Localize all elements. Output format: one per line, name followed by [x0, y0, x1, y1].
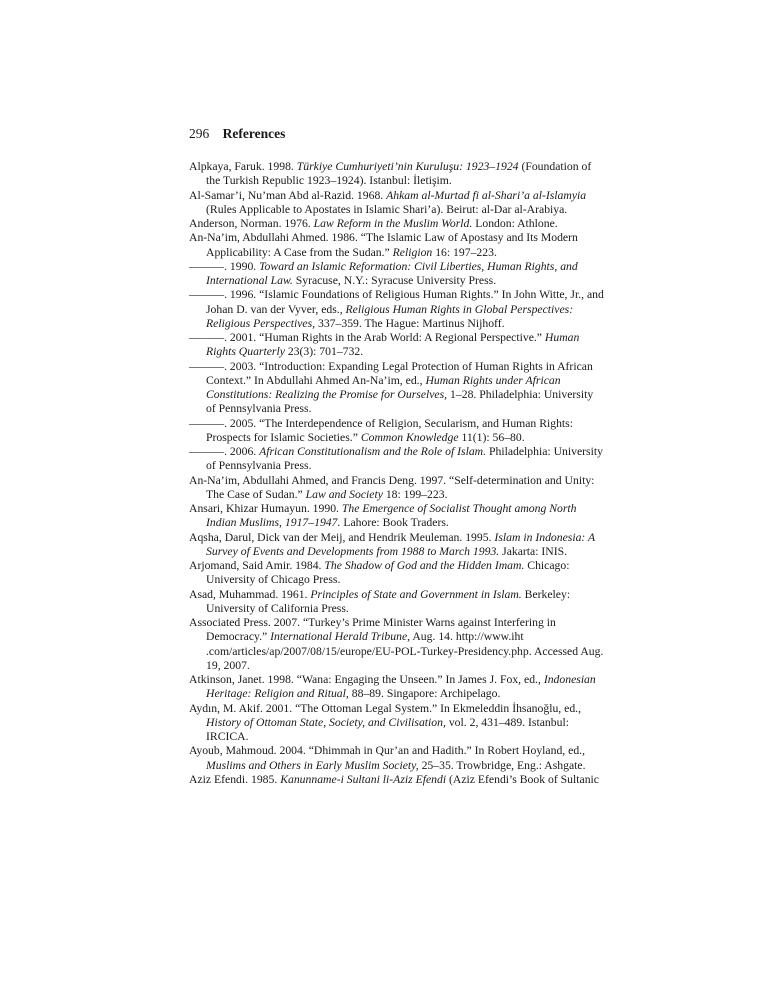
reference-text: Arjomand, Said Amir. 1984. — [189, 559, 325, 572]
reference-text: vol. 2, 431–489. Istanbul: IRCICA. — [206, 715, 569, 743]
reference-entry — [189, 189, 604, 218]
reference-title: Islam in Indonesia: A Survey of Events and Developments from 1988 to March 1993. — [206, 530, 595, 558]
reference-entry — [189, 288, 604, 331]
reference-text: Associated Press. 2007. “Turkey’s Prime Minister Warns against Interfering in Democracy.” — [189, 616, 556, 644]
running-header — [189, 126, 285, 142]
reference-text: 88–89. Singapore: Archipelago. — [348, 687, 501, 701]
reference-text: Berkeley: University of California Press. — [206, 587, 571, 615]
reference-text: ———. 1990. — [189, 259, 260, 273]
reference-entry — [189, 559, 604, 588]
page-number: 296 — [189, 126, 210, 141]
reference-text: Aqsha, Darul, Dick van der Meij, and Hendrik Meuleman. 1995. — [189, 530, 495, 544]
reference-text: An-Na’im, Abdullahi Ahmed. 1986. “The Islamic Law of Apostasy and Its Modern Applicability: A Case from the Sudan.” — [189, 231, 578, 259]
reference-text: 337–359. The Hague: Martinus Nijhoff. — [315, 316, 505, 330]
reference-entry — [189, 231, 604, 260]
reference-title: Türkiye Cumhuriyeti’nin Kuruluşu: 1923–1924 — [296, 160, 519, 173]
reference-text: 18: 199–223. — [382, 487, 448, 501]
reference-title: Kanunname-i Sultani li-Aziz Efendi — [280, 772, 447, 786]
reference-text: 16: 197–223. — [432, 245, 497, 259]
reference-text: Ansari, Khizar Humayun. 1990. — [189, 502, 342, 515]
reference-title: Human Rights Quarterly — [206, 331, 580, 359]
reference-title: The Emergence of Socialist Thought among North Indian Muslims, 1917–1947. — [206, 502, 577, 530]
reference-entry — [189, 531, 604, 560]
reference-text: Atkinson, Janet. 1998. “Wana: Engaging the Unseen.” In James J. Fox, ed., — [189, 673, 544, 686]
reference-title: International Herald Tribune, — [270, 630, 411, 644]
reference-text: Anderson, Norman. 1976. — [189, 217, 314, 230]
reference-entry — [189, 217, 604, 231]
reference-entry — [189, 417, 604, 446]
reference-title: Law and Society — [305, 487, 383, 501]
reference-title: Principles of State and Government in Islam. — [310, 587, 522, 601]
reference-title: Indonesian Heritage: Religion and Ritual, — [206, 673, 596, 701]
reference-text: Syracuse, N.Y.: Syracuse University Press. — [292, 274, 497, 287]
reference-title: Muslims and Others in Early Muslim Society, — [206, 758, 419, 772]
reference-text: Aug. 14. http://www.iht .com/articles/ap/2007/08/15/europe/EU-POL-Turkey-Presidency.php. Accessed Aug. 19, 2007. — [206, 630, 604, 672]
reference-title: African Constitutionalism and the Role of Islam. — [259, 445, 487, 458]
reference-entry — [189, 616, 604, 673]
reference-text: (Foundation of the Turkish Republic 1923–1924). Istanbul: İletişim. — [206, 160, 592, 188]
reference-title: Religion — [392, 245, 433, 259]
reference-text: 11(1): 56–80. — [458, 430, 525, 444]
reference-text: Asad, Muhammad. 1961. — [189, 587, 311, 601]
reference-text: ———. 2001. “Human Rights in the Arab World: A Regional Perspective.” — [189, 331, 545, 344]
reference-text: Chicago: University of Chicago Press. — [206, 559, 570, 587]
reference-title: Common Knowledge — [360, 430, 459, 444]
reference-text: ———. 1996. “Islamic Foundations of Religious Human Rights.” In John Witte, Jr., and Johan D. van der Vyver, eds., — [189, 288, 604, 316]
reference-entry — [189, 360, 604, 417]
reference-entry — [189, 744, 604, 773]
section-title: References — [222, 126, 286, 141]
reference-title: The Shadow of God and the Hidden Imam. — [324, 559, 525, 572]
reference-text: Al-Samar’i, Nu’man Abd al-Razid. 1968. — [189, 188, 387, 202]
reference-entry — [189, 331, 604, 360]
reference-entry — [189, 588, 604, 617]
reference-text: (Aziz Efendi’s Book of Sultanic — [446, 772, 599, 786]
reference-text: An-Na’im, Abdullahi Ahmed, and Francis Deng. 1997. “Self-determination and Unity: The Case of Sudan.” — [189, 473, 595, 501]
reference-title: Human Rights under African Constitutions: Realizing the Promise for Ourselves, — [206, 373, 561, 401]
reference-entry — [189, 445, 604, 474]
reference-title: Religious Human Rights in Global Perspectives: Religious Perspectives, — [206, 302, 574, 330]
reference-title: Ahkam al-Murtad fi al-Shari’a al-Islamyia — [386, 188, 587, 202]
reference-title: Law Reform in the Muslim World. — [313, 217, 473, 230]
reference-title: Toward an Islamic Reformation: Civil Liberties, Human Rights, and International Law. — [206, 259, 578, 287]
reference-entry — [189, 474, 604, 503]
reference-entry — [189, 673, 604, 702]
reference-text: London: Athlone. — [472, 217, 558, 230]
reference-text: Aziz Efendi. 1985. — [189, 772, 281, 786]
reference-entry — [189, 702, 604, 745]
reference-entry — [189, 773, 604, 787]
reference-text: Alpkaya, Faruk. 1998. — [189, 160, 297, 173]
reference-title: History of Ottoman State, Society, and Civilisation, — [206, 715, 446, 729]
reference-text: ———. 2005. “The Interdependence of Religion, Secularism, and Human Rights: Prospects for Islamic Societies.” — [189, 416, 573, 444]
reference-text: ———. 2003. “Introduction: Expanding Legal Protection of Human Rights in African Context.” In Abdullahi Ahmed An-Na’im, ed., — [189, 359, 593, 387]
reference-text: Jakarta: INIS. — [499, 544, 568, 558]
reference-text: 23(3): 701–732. — [284, 345, 364, 359]
reference-list — [189, 160, 604, 787]
reference-text: ———. 2006. — [189, 445, 260, 458]
reference-text: Ayoub, Mahmoud. 2004. “Dhimmah in Qur’an and Hadith.” In Robert Hoyland, ed., — [189, 744, 586, 758]
reference-text: Lahore: Book Traders. — [340, 516, 449, 530]
reference-text: 25–35. Trowbridge, Eng.: Ashgate. — [418, 758, 586, 772]
reference-text: Aydın, M. Akif. 2001. “The Ottoman Legal System.” In Ekmeleddin İhsanoğlu, ed., — [189, 701, 582, 715]
reference-entry — [189, 160, 604, 189]
reference-text: (Rules Applicable to Apostates in Islamic Shari’a). Beirut: al-Dar al-Arabiya. — [206, 202, 568, 216]
reference-text: 1–28. Philadelphia: University of Pennsylvania Press. — [206, 388, 594, 416]
reference-text: Philadelphia: University of Pennsylvania Press. — [206, 445, 603, 473]
reference-entry — [189, 260, 604, 289]
reference-entry — [189, 502, 604, 531]
